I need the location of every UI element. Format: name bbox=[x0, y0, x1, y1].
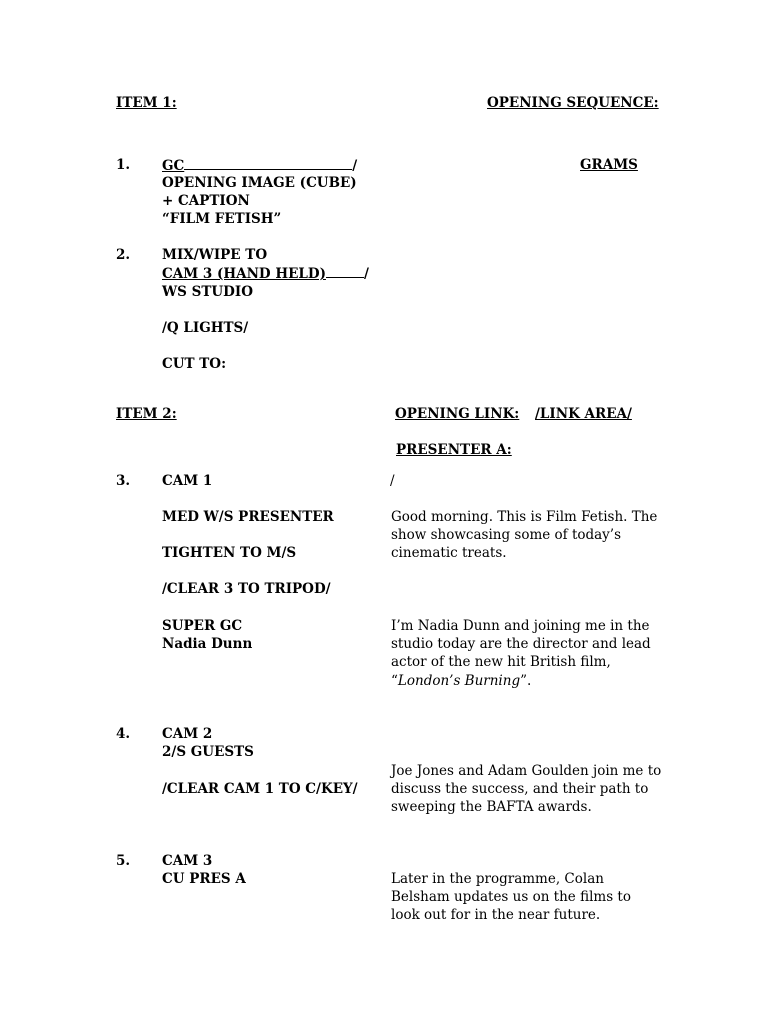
script-line: look out for in the near future. bbox=[391, 907, 601, 924]
shot-1-line-2: + CAPTION bbox=[162, 193, 250, 209]
script-line: sweeping the BAFTA awards. bbox=[391, 799, 592, 816]
shot-2-cue: /Q LIGHTS/ bbox=[162, 320, 249, 336]
shot-1-underline bbox=[184, 156, 352, 170]
shot-2-camera-label: CAM 3 (HAND HELD) bbox=[162, 266, 326, 282]
shot-2-underline bbox=[326, 264, 364, 278]
script-line: Belsham updates us on the films to bbox=[391, 889, 631, 906]
shot-2-camera bbox=[162, 264, 369, 283]
shot-5-camera: CAM 3 bbox=[162, 853, 213, 869]
shot-3-number: 3. bbox=[116, 473, 131, 489]
shot-3-script-1 bbox=[391, 508, 657, 563]
script-line: I’m Nadia Dunn and joining me in the bbox=[391, 618, 650, 634]
script-line: Good morning. This is Film Fetish. The bbox=[391, 509, 658, 525]
script-line: cinematic treats. bbox=[391, 545, 507, 562]
shot-1-source bbox=[162, 156, 357, 175]
item-2-label: ITEM 2: bbox=[116, 406, 177, 422]
shot-2-number: 2. bbox=[116, 247, 131, 263]
presenter-label: PRESENTER A: bbox=[396, 442, 512, 458]
shot-1-source-label: GC bbox=[162, 158, 185, 174]
shot-4-number: 4. bbox=[116, 726, 131, 742]
script-line: actor of the new hit British film, bbox=[391, 654, 611, 671]
shot-1-grams: GRAMS bbox=[580, 157, 638, 173]
shot-5-script bbox=[391, 870, 631, 925]
shot-2-transition: CUT TO: bbox=[162, 356, 227, 372]
item-2-area: /LINK AREA/ bbox=[535, 406, 632, 422]
script-line: discuss the success, and their path to bbox=[391, 781, 649, 798]
item-2-title: OPENING LINK: bbox=[395, 406, 520, 422]
shot-3-direction-1: MED W/S PRESENTER bbox=[162, 509, 334, 525]
item-1-title: OPENING SEQUENCE: bbox=[487, 95, 659, 111]
shot-2-line-3: WS STUDIO bbox=[162, 284, 253, 300]
shot-4-script bbox=[391, 762, 661, 817]
shot-4-camera: CAM 2 bbox=[162, 726, 213, 742]
shot-3-script-2 bbox=[391, 617, 651, 690]
script-line: Joe Jones and Adam Goulden join me to bbox=[391, 763, 662, 779]
script-line: Later in the programme, Colan bbox=[391, 871, 604, 887]
shot-1-number: 1. bbox=[116, 157, 131, 173]
shot-5-number: 5. bbox=[116, 853, 131, 869]
shot-1-line-1: OPENING IMAGE (CUBE) bbox=[162, 175, 357, 191]
shot-4-direction-2: /CLEAR CAM 1 TO C/KEY/ bbox=[162, 781, 358, 797]
shot-3-slash: / bbox=[390, 473, 395, 489]
film-title: London’s Burning bbox=[397, 672, 521, 689]
item-1-label: ITEM 1: bbox=[116, 95, 177, 111]
script-line: show showcasing some of today’s bbox=[391, 527, 622, 544]
shot-3-direction-5: Nadia Dunn bbox=[162, 636, 253, 652]
shot-1-line-3: “FILM FETISH” bbox=[162, 211, 282, 227]
shot-3-camera: CAM 1 bbox=[162, 473, 213, 489]
shot-3-direction-4: SUPER GC bbox=[162, 618, 243, 634]
script-line-film-title: “London’s Burning”. bbox=[391, 672, 532, 689]
shot-3-direction-3: /CLEAR 3 TO TRIPOD/ bbox=[162, 581, 331, 597]
shot-1-slash: / bbox=[352, 158, 358, 174]
shot-2-line-1: MIX/WIPE TO bbox=[162, 247, 268, 263]
shot-5-direction-1: CU PRES A bbox=[162, 871, 246, 887]
script-line: studio today are the director and lead bbox=[391, 636, 651, 653]
shot-4-direction-1: 2/S GUESTS bbox=[162, 744, 254, 760]
shot-3-direction-2: TIGHTEN TO M/S bbox=[162, 545, 297, 561]
shot-2-slash: / bbox=[363, 266, 369, 282]
